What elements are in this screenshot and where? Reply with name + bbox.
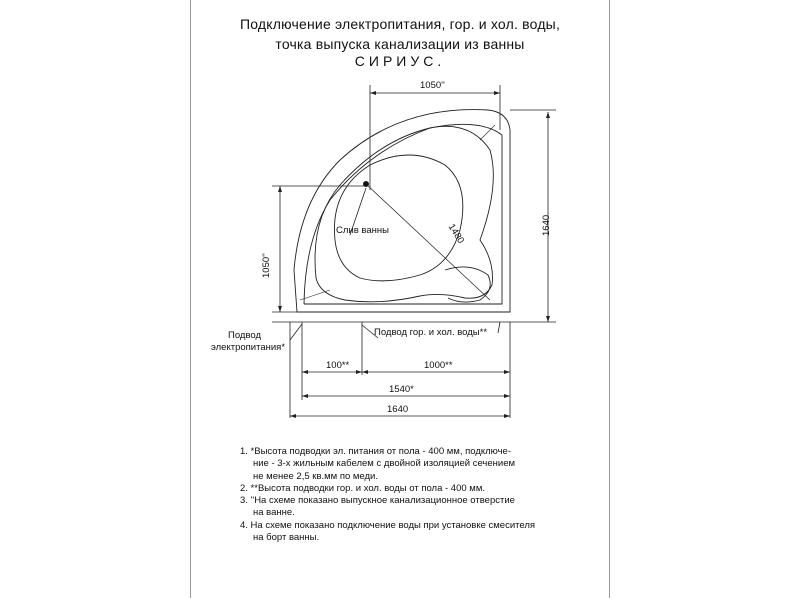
tub-seat: [445, 267, 490, 302]
dimension-diagonal: 1480: [445, 222, 467, 246]
tub-rim: [304, 124, 502, 304]
note-line: 4. На схеме показано подключение воды при установке смесителя: [240, 519, 536, 531]
power-supply-label-line1: Подвод: [228, 330, 262, 341]
dimension-top-width: 1050'': [420, 80, 445, 91]
note-line: 3. ''На схеме показано выпускное канализационное отверстие: [240, 495, 515, 507]
dimension-span-1000: 1000**: [424, 360, 453, 371]
title-line-1: Подключение электропитания, гор. и хол. воды,: [239, 16, 561, 32]
note-line: ние - 3-х жильным кабелем с двойной изоляцией сечением: [253, 458, 516, 470]
note-line: на борт ванны.: [253, 532, 320, 544]
dimension-overall-1640: 1640: [387, 404, 409, 415]
water-supply-label: Подвод гор. и хол. воды**: [374, 327, 488, 338]
title-line-2: точка выпуска канализации из ванны: [275, 36, 525, 52]
dimension-offset-100: 100**: [326, 360, 350, 371]
dimension-right-height: 1640: [541, 214, 552, 236]
installation-notes: [240, 446, 600, 544]
dimension-span-1540: 1540*: [389, 384, 414, 395]
title-model-name: СИРИУС.: [354, 53, 446, 69]
note-line: на ванне.: [253, 507, 295, 519]
note-line: 2. **Высота подводки гор. и хол. воды от пола - 400 мм.: [240, 482, 486, 494]
dimension-left-height: 1050'': [261, 253, 272, 278]
note-line: не менее 2,5 кв.мм по меди.: [253, 470, 378, 482]
power-supply-label-line2: электропитания*: [211, 342, 286, 353]
tub-inner-basin: [315, 126, 493, 301]
note-line: 1. *Высота подводки эл. питания от пола - 400 мм, подключе-: [240, 446, 511, 457]
drain-label: Слив ванны: [336, 225, 389, 236]
